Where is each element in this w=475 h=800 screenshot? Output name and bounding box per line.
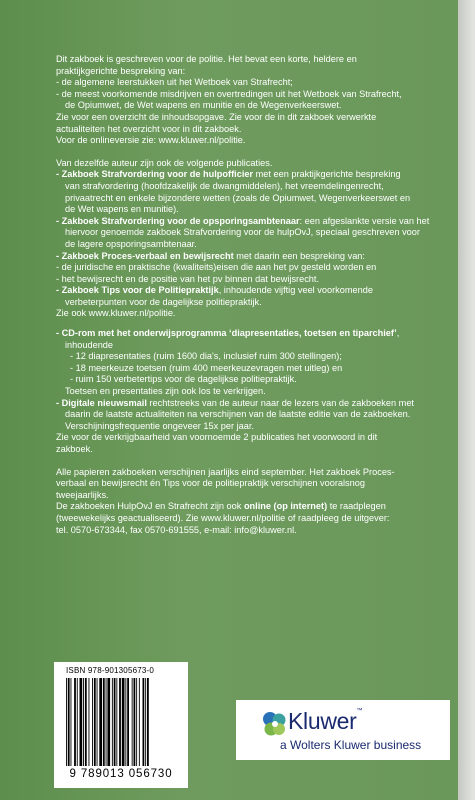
newsmail-line: zakboek. [56,444,93,454]
publication-line: verbeterpunten voor de dagelijkse politiepraktijk. [65,296,262,307]
barcode-bar [80,678,83,766]
barcode-bar [125,678,126,766]
barcode-bar [116,678,117,766]
cdrom-title: - CD-rom met het onderwijsprogramma ‘diapresentaties, toetsen en tiparchief’ [56,328,397,339]
publication-line: de lagere opsporingsambtenaar. [65,238,197,249]
barcode-bar [127,678,129,766]
publisher-name: Kluwer™ [288,708,363,734]
publication-title: - Zakboek Tips voor de Politiepraktijk [56,285,219,296]
publication-line: de Wet wapens en munitie). [65,204,179,215]
publication-line: - het bewijsrecht en de positie van het pv binnen dat bewijsrecht. [56,273,320,284]
barcode-bar [97,678,98,766]
publication-item: - Zakboek Strafvordering voor de hulpofficier met een praktijkgerichte bespreking [56,169,401,180]
barcode-bar [77,678,78,766]
barcode-bar [66,678,67,766]
publication-title: - Zakboek Proces-verbaal en bewijsrecht [56,250,234,261]
barcode-bar [89,678,90,766]
closing-line: verbaal en bewijsrecht én Tips voor de politiepraktijk verschijnen vooralsnog [56,478,365,489]
newsmail-item: - Digitale nieuwsmail rechtstreeks van de auteur naar de lezers van de zakboeken met [56,397,414,408]
barcode-bar [136,678,137,766]
cdrom-item: - CD-rom met het onderwijsprogramma ‘diapresentaties, toetsen en tiparchief’, [56,328,400,339]
barcode-bar [106,678,107,766]
publisher-tagline: a Wolters Kluwer business [280,738,422,752]
barcode-label [54,662,188,788]
publication-line: privaatrecht en enkele bijzondere wetten (zoals de Opiumwet, Wegenverkeerswet en [65,192,411,203]
cdrom-line: - 12 diapresentaties (ruim 1600 dia's, inclusief ruim 300 stellingen); [70,351,342,362]
publication-title: - Zakboek Strafvordering voor de hulpofficier [56,169,254,180]
barcode-bar [145,678,146,766]
intro-line: actualiteiten het overzicht voor in dit zakboek. [56,123,242,134]
closing-line: (tweewekelijks geactualiseerd). Zie www.kluwer.nl/politie of raadpleeg de uitgever: [56,512,390,523]
barcode-bar [139,678,140,766]
publication-item: - Zakboek Tips voor de Politiepraktijk, inhoudende vijftig veel voorkomende [56,285,373,296]
closing-line: tweejaarlijks. [56,489,109,500]
barcode-bar [134,678,136,766]
barcode-bar [143,678,145,766]
intro-line: Dit zakboek is geschreven voor de politie. Het bevat een korte, heldere en [56,54,357,64]
barcode-bar [107,678,110,766]
intro-line: - de algemene leerstukken uit het Wetboek van Strafrecht; [56,77,293,88]
closing-line: tel. 0570-673344, fax 0570-691555, e-mail: info@kluwer.nl. [56,524,297,535]
barcode-bar [114,678,116,766]
kluwer-flower-icon [260,710,288,738]
isbn-number: ISBN 978-901305673-0 [66,666,155,675]
intro-line: Zie voor een overzicht de inhoudsopgave. Zie voor de in dit zakboek verwerkte [56,111,377,122]
barcode-bar [74,678,76,766]
barcode-bar [132,678,133,766]
cdrom-line: - 18 meerkeuze toetsen (ruim 400 meerkeuzevragen met uitleg) en [70,362,343,373]
intro-line: praktijkgerichte bespreking van: [56,65,186,76]
barcode-bar [94,678,96,766]
publication-title: - Zakboek Strafvordering voor de opsporingsambtenaar [56,215,300,226]
barcode-bar [68,678,70,766]
publications-heading: Van dezelfde auteur zijn ook de volgende publicaties. [56,157,273,168]
newsmail-line: Zie voor de verkrijgbaarheid van voornoemde 2 publicaties het voorwoord in dit [56,432,378,443]
publication-line: van strafvordering (hoofdzakelijk de dwangmiddelen), het vreemdelingenrecht, [65,180,384,191]
barcode-bar [103,678,105,766]
blurb-text [56,54,436,536]
barcode-bar [85,678,87,766]
barcode-digits: 9 789013 056730 [69,768,173,780]
cdrom-line: Toetsen en presentaties zijn ook los te verkrijgen. [65,386,266,397]
barcode-bar [92,678,93,766]
see-also-line: Zie ook www.kluwer.nl/politie. [56,308,176,319]
barcode-bar [83,678,84,766]
newsmail-line: Verschijningsfrequentie ongeveer 15x per jaar. [65,420,254,431]
barcode-bar [71,678,72,766]
intro-line: de Opiumwet, de Wet wapens en munitie en de Wegenverkeerswet. [65,100,342,111]
publication-item: - Zakboek Strafvordering voor de opsporingsambtenaar: een afgeslankte versie van het [56,215,430,226]
intro-line: Voor de onlineversie zie: www.kluwer.nl/politie. [56,135,246,146]
publisher-logo-box [236,700,450,760]
publication-line: hiervoor genoemde zakboek Strafvordering voor de hulpOvJ, speciaal geschreven voor [65,227,420,238]
publication-line: - de juridische en praktische (kwaliteits)eisen die aan het pv gesteld worden en [56,262,377,273]
page-edge [458,0,475,800]
closing-line: Alle papieren zakboeken verschijnen jaarlijks eind september. Het zakboek Proces- [56,466,395,477]
barcode-bar [122,678,125,766]
cdrom-line: inhoudende [65,339,114,350]
barcode-bar [147,678,149,766]
cdrom-line: - ruim 150 verbetertips voor de dagelijkse politiepraktijk. [70,374,297,385]
newsmail-line: daarin de laatste actualiteiten na verschijnen van de laatste editie van de zakboeken. [65,409,411,420]
closing-line: De zakboeken HulpOvJ en Strafrecht zijn ook online (op internet) te raadplegen [56,501,386,512]
barcode-bar [112,678,113,766]
publication-item: - Zakboek Proces-verbaal en bewijsrecht met daarin een bespreking van: [56,250,365,261]
newsmail-title: - Digitale nieuwsmail [56,397,147,408]
barcode-bar [99,678,102,766]
online-emphasis: online (op internet) [243,501,328,512]
barcode-bar [119,678,121,766]
intro-line: - de meest voorkomende misdrijven en overtredingen uit het Wetboek van Strafrecht, [56,88,402,99]
barcode-icon [66,678,178,766]
